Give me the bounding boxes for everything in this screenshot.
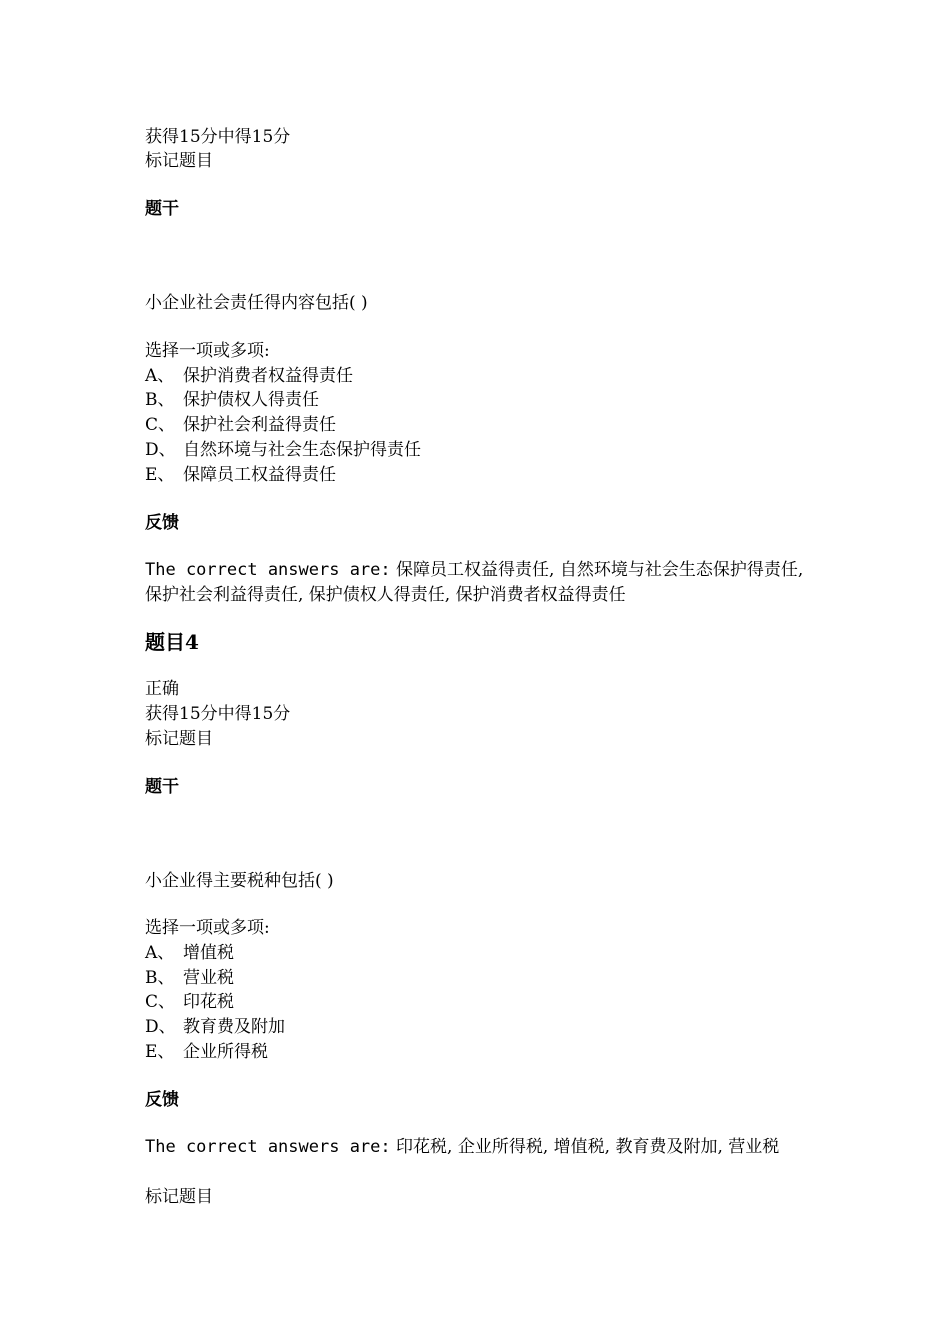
q3-option-e[interactable] — [145, 463, 336, 487]
answer-prefix: The correct answers are: — [145, 1137, 391, 1157]
option-letter: B、 — [145, 968, 175, 988]
q4-score: 获得15分中得15分 — [145, 704, 291, 724]
q4-stem-heading: 题干 — [145, 777, 179, 797]
q4-feedback-heading: 反馈 — [145, 1090, 179, 1110]
q4-option-b[interactable] — [145, 966, 234, 990]
option-text: 企业所得税 — [183, 1042, 268, 1062]
q3-score: 获得15分中得15分 — [145, 127, 291, 147]
answer-text: 保障员工权益得责任, 自然环境与社会生态保护得责任, 保护社会利益得责任, 保护债权人得责任, 保护消费者权益得责任 — [145, 560, 804, 605]
option-text: 教育费及附加 — [183, 1017, 285, 1037]
q3-option-a[interactable] — [145, 364, 353, 388]
option-letter: D、 — [145, 1017, 176, 1037]
q4-option-c[interactable] — [145, 990, 234, 1014]
option-text: 营业税 — [183, 968, 234, 988]
q3-flag-link[interactable]: 标记题目 — [145, 151, 213, 171]
option-text: 保护债权人得责任 — [183, 390, 319, 410]
q3-feedback-heading: 反馈 — [145, 513, 179, 533]
option-text: 自然环境与社会生态保护得责任 — [183, 440, 421, 460]
option-text: 印花税 — [183, 992, 234, 1012]
option-text: 保护社会利益得责任 — [183, 415, 336, 435]
option-letter: C、 — [145, 415, 176, 435]
q4-prompt: 选择一项或多项: — [145, 918, 270, 938]
q4-flag-link[interactable]: 标记题目 — [145, 729, 213, 749]
answer-prefix: The correct answers are: — [145, 560, 391, 580]
q4-option-d[interactable] — [145, 1015, 285, 1039]
option-letter: E、 — [145, 1042, 175, 1062]
option-letter: E、 — [145, 465, 175, 485]
q4-option-e[interactable] — [145, 1040, 268, 1064]
option-text: 保障员工权益得责任 — [183, 465, 336, 485]
q3-option-b[interactable] — [145, 388, 319, 412]
option-letter: B、 — [145, 390, 175, 410]
q3-stem-heading: 题干 — [145, 199, 179, 219]
option-letter: A、 — [145, 366, 175, 386]
q3-option-d[interactable] — [145, 438, 421, 462]
option-text: 保护消费者权益得责任 — [183, 366, 353, 386]
option-letter: D、 — [145, 440, 176, 460]
q3-option-c[interactable] — [145, 413, 336, 437]
q3-question-text: 小企业社会责任得内容包括( ) — [145, 293, 368, 313]
q3-prompt: 选择一项或多项: — [145, 341, 270, 361]
option-text: 增值税 — [183, 943, 234, 963]
q4-question-text: 小企业得主要税种包括( ) — [145, 871, 334, 891]
q4-title: 题目4 — [145, 630, 199, 654]
answer-text: 印花税, 企业所得税, 增值税, 教育费及附加, 营业税 — [396, 1137, 780, 1157]
q4-correct-answers — [145, 1135, 810, 1160]
q4-option-a[interactable] — [145, 941, 234, 965]
q4-status: 正确 — [145, 679, 179, 699]
option-letter: A、 — [145, 943, 175, 963]
q3-correct-answers — [145, 558, 810, 608]
q5-flag-link[interactable]: 标记题目 — [145, 1187, 213, 1207]
option-letter: C、 — [145, 992, 176, 1012]
